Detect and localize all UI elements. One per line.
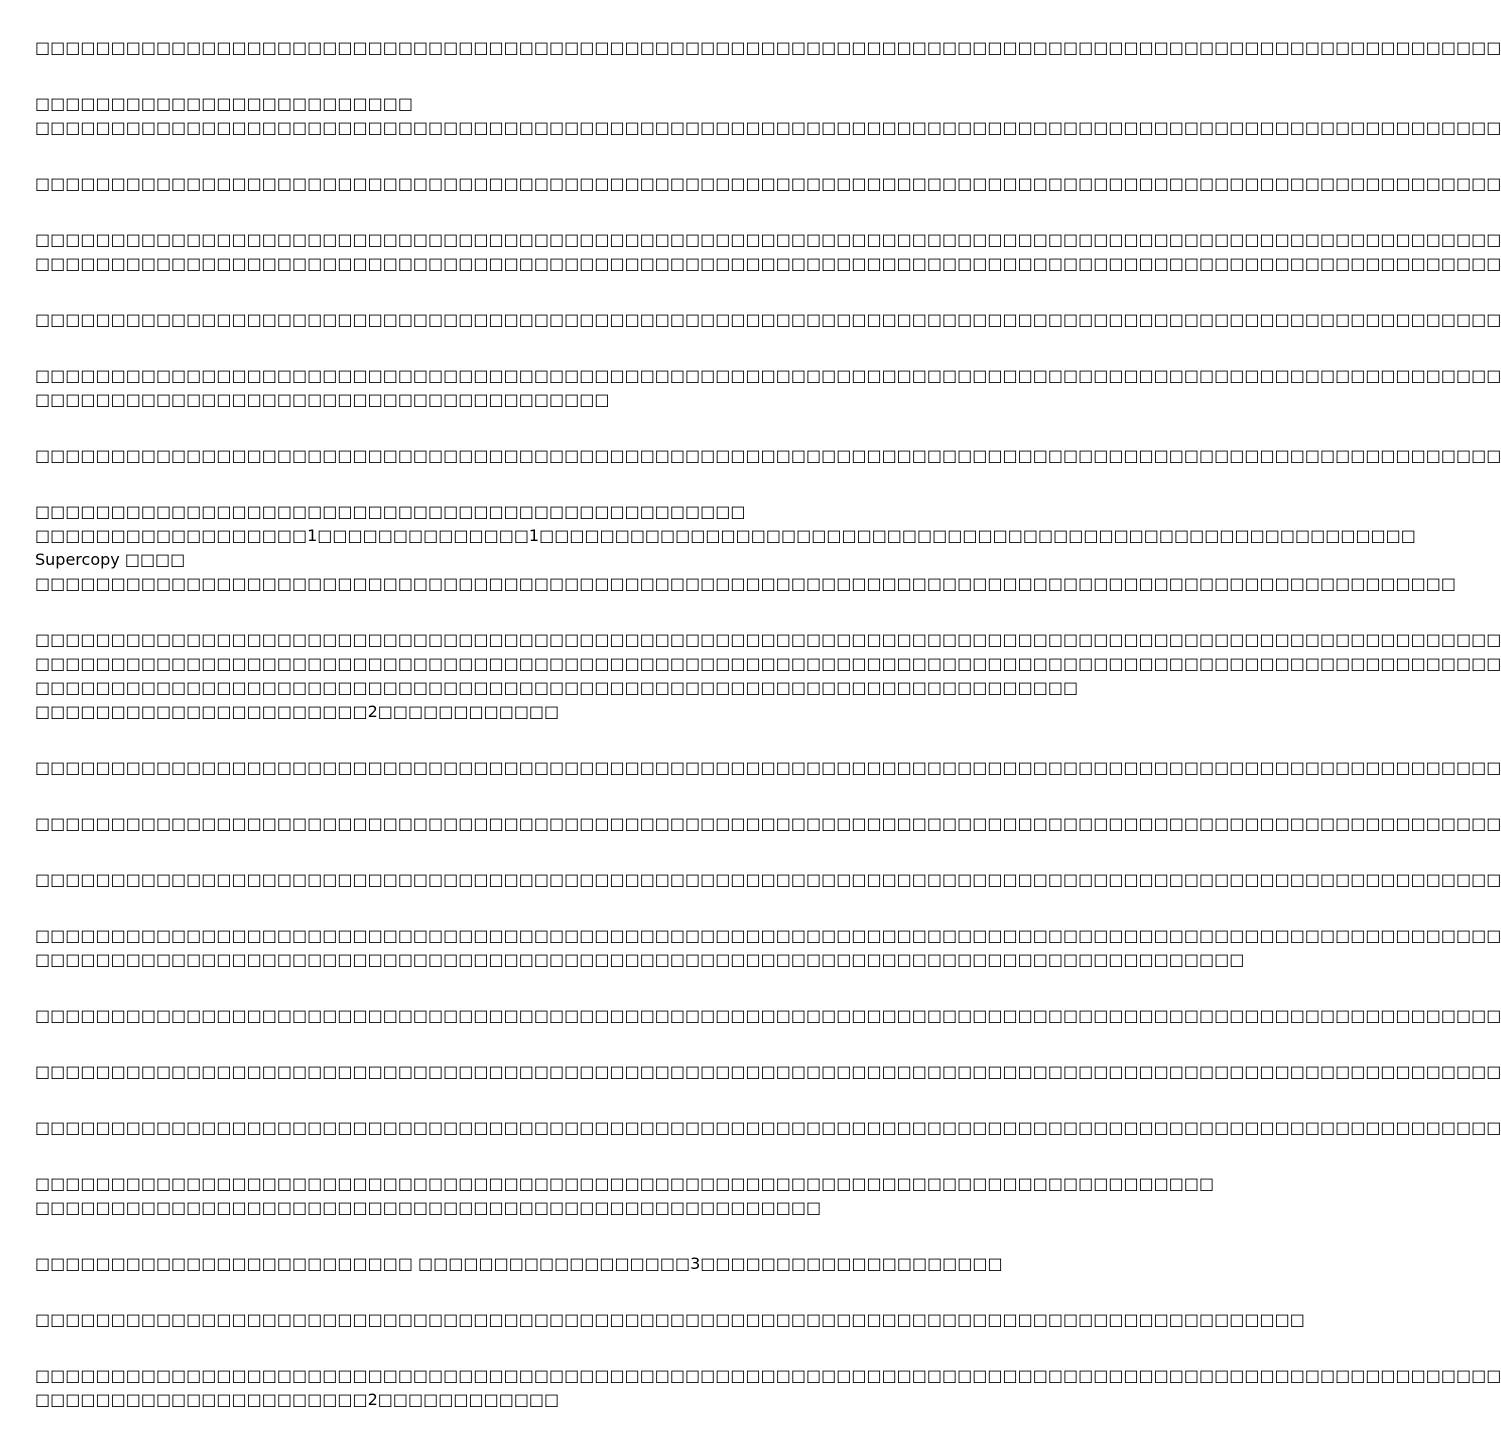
paragraph (35, 1252, 1003, 1276)
paragraph (35, 812, 1501, 836)
text-line: □□□□□□□□□□□□□□□□□□□□□□□□□□□□□□□□□□□□□□□□□□□□□□□□□□□□□□□□□□□□□□□□□□□□□□□□□□□□□□□□□□□□□□□□□□□□□□□□□ (35, 926, 1501, 945)
text-line: □□□□□□□□□□□□□□□□□□□□□□□□□□□□□□□□□□□□□□□□□□□□□□□□□□□□□□□□□□□□□□□□□□□□□□□□□□□□□□□□□□□□□□□□□□□□□□□□□ (35, 38, 1501, 57)
text-line: □□□□□□□□□□□□□□□□□□□□□□□□□□□□□□□□□□□□□□□□□□□□□□□□□□□□□□□□□□□□□□□□□□□□□□□□□□□□□□□□□□□□□□□□□□□□□□ (35, 574, 1457, 593)
paragraph (35, 1116, 1501, 1140)
text-line: □□□□□□□□□□□□□□□□□□□□□□□□□□□□□□□□□□□□□□□□□□□□□□□□□□□□□□□□□□□□□□□□□□□□□□□□□□□□□□□□□□□□□□□□□□□□□□□□□ (35, 366, 1501, 385)
text-line: □□□□□□□□□□□□□□□□□□□□□□□□□ □□□□□□□□□□□□□□□□□□3□□□□□□□□□□□□□□□□□□□□ (35, 1254, 1003, 1273)
paragraph (35, 1060, 1501, 1084)
paragraph (35, 868, 1501, 892)
text-line: □□□□□□□□□□□□□□□□□□1□□□□□□□□□□□□□□1□□□□□□□□□□□□□□□□□□□□□□□□□□□□□□□□□□□□□□□□□□□□□□□□□□□□□□□□□□ (35, 526, 1416, 545)
text-line: □□□□□□□□□□□□□□□□□□□□□□□□□□□□□□□□□□□□□□□□□□□□□□□□□□□□□□□□□□□□□□□□□□□□□□□□□□□□□□□□□□□□□□□□□□□□□□□□□ (35, 230, 1501, 249)
paragraph (35, 1308, 1305, 1332)
paragraph (35, 444, 1501, 468)
text-line: □□□□□□□□□□□□□□□□□□□□□□□□□ (35, 94, 413, 113)
text-line: □□□□□□□□□□□□□□□□□□□□□□□□□□□□□□□□□□□□□□□□□□□□□□□ (35, 502, 746, 521)
paragraph (35, 92, 1501, 140)
text-line: □□□□□□□□□□□□□□□□□□□□□□□□□□□□□□□□□□□□□□□□□□□□□□□□□□□□□□□□□□□□□□□□□□□□□□□□□□□□□□□□ (35, 950, 1245, 969)
paragraph (35, 1172, 1215, 1220)
paragraph (35, 628, 1501, 724)
text-line: □□□□□□□□□□□□□□□□□□□□□□□□□□□□□□□□□□□□□□□□□□□□□□□□□□□□ (35, 1198, 822, 1217)
text-line: □□□□□□□□□□□□□□□□□□□□□□□□□□□□□□□□□□□□□□□□□□□□□□□□□□□□□□□□□□□□□□□□□□□□□□□□□□□□□□□□□□□□□□□□□□□□□□□□□ (35, 814, 1501, 833)
paragraph (35, 36, 1501, 60)
text-line: □□□□□□□□□□□□□□□□□□□□□□□□□□□□□□□□□□□□□□□□□□□□□□□□□□□□□□□□□□□□□□□□□□□□□□□□□□□□□□□□□□□□□□□□□□□□□□□□□ (35, 1366, 1501, 1385)
text-line: □□□□□□□□□□□□□□□□□□□□□□□□□□□□□□□□□□□□□□□□□□□□□□□□□□□□□□□□□□□□□□□□□□□□□□□□□□□□□□□□□□□□□□□□□□□□□□□□□ (35, 1118, 1501, 1137)
text-line: □□□□□□□□□□□□□□□□□□□□□□□□□□□□□□□□□□□□□□□□□□□□□□□□□□□□□□□□□□□□□□□□□□□□□□□□□□□□□□□□□□□□ (35, 1310, 1305, 1329)
text-line: □□□□□□□□□□□□□□□□□□□□□□□□□□□□□□□□□□□□□□□□□□□□□□□□□□□□□□□□□□□□□□□□□□□□□□□□□□□□□□□□□□□□□□□□□□□□□□□□□ (35, 870, 1501, 889)
text-line: □□□□□□□□□□□□□□□□□□□□□□□□□□□□□□□□□□□□□□□□□□□□□□□□□□□□□□□□□□□□□□□□□□□□□□□□□□□□□□□□□□□□□□□□□□□□□□□□□ (35, 654, 1501, 673)
text-line: □□□□□□□□□□□□□□□□□□□□□□□□□□□□□□□□□□□□□□□□□□□□□□□□□□□□□□□□□□□□□□□□□□□□□□□□□□□□□□□□□□□□□□□□□□□□□□□□□ (35, 446, 1501, 465)
text-line: □□□□□□□□□□□□□□□□□□□□□□□□□□□□□□□□□□□□□□□□□□□□□□□□□□□□□□□□□□□□□□□□□□□□□□□□□□□□□□□□□□□□□□□□□□□□□□□□□ (35, 118, 1501, 137)
paragraph (35, 924, 1501, 972)
text-line: □□□□□□□□□□□□□□□□□□□□□□□□□□□□□□□□□□□□□□□□□□□□□□□□□□□□□□□□□□□□□□□□□□□□□□□□□□□□□□□□□□□□□□□□□□□□□□□□□ (35, 758, 1501, 777)
paragraph (35, 500, 1457, 596)
paragraph (35, 228, 1501, 276)
text-line: □□□□□□□□□□□□□□□□□□□□□□□□□□□□□□□□□□□□□□□□□□□□□□□□□□□□□□□□□□□□□□□□□□□□□□□□□□□□□□□□□□□□□□□□□□□□□□□□□ (35, 174, 1501, 193)
paragraph (35, 308, 1501, 332)
document-body (35, 36, 1501, 1444)
text-line: □□□□□□□□□□□□□□□□□□□□□□2□□□□□□□□□□□□ (35, 702, 560, 721)
paragraph (35, 1364, 1501, 1412)
text-line: Supercopy □□□□ (35, 550, 186, 569)
text-line: □□□□□□□□□□□□□□□□□□□□□□□□□□□□□□□□□□□□□□ (35, 390, 610, 409)
paragraph (35, 1004, 1501, 1028)
text-line: □□□□□□□□□□□□□□□□□□□□□□□□□□□□□□□□□□□□□□□□□□□□□□□□□□□□□□□□□□□□□□□□□□□□□□□□□□□□□□□□□□□□□□□□□□□□□□□□□ (35, 1006, 1501, 1025)
paragraph (35, 172, 1501, 196)
paragraph (35, 364, 1501, 412)
text-line: □□□□□□□□□□□□□□□□□□□□□□□□□□□□□□□□□□□□□□□□□□□□□□□□□□□□□□□□□□□□□□□□□□□□□□□□□□□□□□□□□□□□□□□□□□□□□□□□□ (35, 1062, 1501, 1081)
text-line: □□□□□□□□□□□□□□□□□□□□□□□□□□□□□□□□□□□□□□□□□□□□□□□□□□□□□□□□□□□□□□□□□□□□□□□□□□□□□□□□□□□□□□□□□□□□□□□□□ (35, 630, 1501, 649)
text-line: □□□□□□□□□□□□□□□□□□□□□□□□□□□□□□□□□□□□□□□□□□□□□□□□□□□□□□□□□□□□□□□□□□□□□□□□□□□□□□ (35, 1174, 1215, 1193)
text-line: □□□□□□□□□□□□□□□□□□□□□□□□□□□□□□□□□□□□□□□□□□□□□□□□□□□□□□□□□□□□□□□□□□□□□□□□□□□□□□□□□□□□□□□□□□□□□□□□□ (35, 254, 1501, 273)
paragraph (35, 756, 1501, 780)
text-line: □□□□□□□□□□□□□□□□□□□□□□□□□□□□□□□□□□□□□□□□□□□□□□□□□□□□□□□□□□□□□□□□□□□□□□□□□□□□□□□□□□□□□□□□□□□□□□□□□ (35, 310, 1501, 329)
text-line: □□□□□□□□□□□□□□□□□□□□□□□□□□□□□□□□□□□□□□□□□□□□□□□□□□□□□□□□□□□□□□□□□□□□□ (35, 678, 1079, 697)
text-line: □□□□□□□□□□□□□□□□□□□□□□2□□□□□□□□□□□□ (35, 1390, 560, 1409)
